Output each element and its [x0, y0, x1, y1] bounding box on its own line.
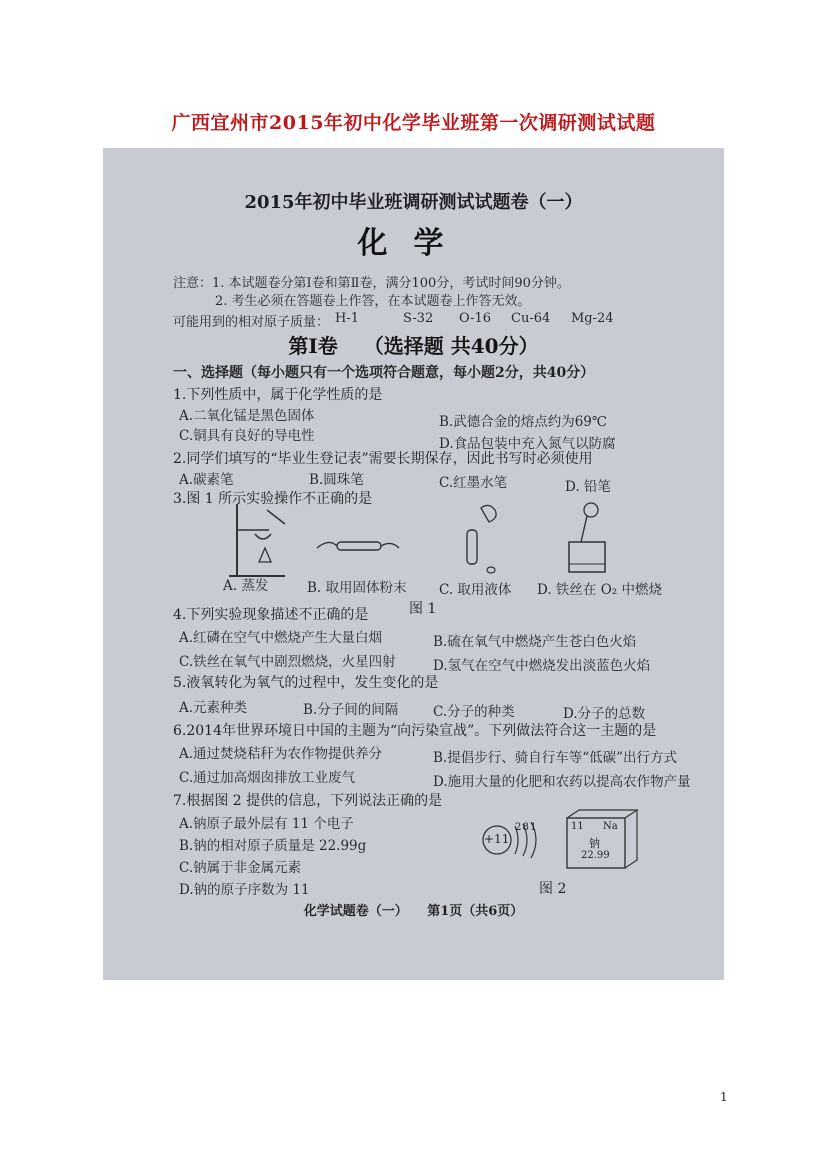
element-number: 11	[571, 821, 584, 832]
element-name: 钠	[589, 837, 600, 850]
atom-shell-label: 2 8 1	[515, 822, 536, 833]
exam-title: 2015年初中毕业班调研测试试题卷（一）	[244, 192, 583, 213]
exam-subject: 化学	[357, 226, 470, 261]
q7-option-b: B.钠的相对原子质量是 22.99g	[179, 838, 367, 854]
scanned-exam-photo	[103, 148, 724, 980]
q5-option-d: D.分子的总数	[563, 706, 646, 722]
note-1: 注意：1. 本试题卷分第Ⅰ卷和第Ⅱ卷，满分100分，考试时间90分钟。	[173, 276, 570, 291]
q6-stem: 6.2014年世界环境日中国的主题为“向污染宣战”。下列做法符合这一主题的是	[173, 723, 657, 739]
atomic-mass-o: O-16	[459, 311, 492, 326]
iron-wire-burning-illustration	[557, 496, 617, 576]
q7-option-d: D.钠的原子序数为 11	[179, 882, 310, 898]
q1-option-c: C.铜具有良好的导电性	[179, 428, 315, 444]
q4-stem: 4.下列实验现象描述不正确的是	[173, 607, 369, 623]
q6-option-d: D.施用大量的化肥和农药以提高农作物产量	[433, 774, 691, 790]
q3-option-a: A. 蒸发	[223, 578, 269, 594]
atomic-mass-s: S-32	[403, 311, 434, 326]
q7-stem: 7.根据图 2 提供的信息，下列说法正确的是	[173, 793, 443, 809]
q1-option-d: D.食品包装中充入氮气以防腐	[439, 436, 616, 452]
powder-test-tube-illustration	[311, 526, 401, 566]
evaporation-apparatus-illustration	[225, 500, 295, 580]
figure-1-caption: 图 1	[409, 601, 437, 617]
atom-nucleus-label: +11	[484, 832, 510, 846]
section-heading	[103, 330, 724, 359]
element-mass: 22.99	[581, 850, 610, 861]
sodium-element-card	[565, 808, 647, 872]
q1-stem: 1.下列性质中，属于化学性质的是	[173, 387, 383, 403]
q4-option-b: B.硫在氧气中燃烧产生苍白色火焰	[433, 634, 637, 650]
q4-option-c: C.铁丝在氧气中剧烈燃烧，火星四射	[179, 654, 396, 670]
q6-option-c: C.通过加高烟囱排放工业废气	[179, 770, 356, 786]
q2-option-a: A.碳素笔	[179, 472, 234, 488]
q1-option-a: A.二氧化锰是黑色固体	[179, 408, 315, 424]
q3-option-c: C. 取用液体	[439, 582, 512, 598]
q4-option-d: D.氢气在空气中燃烧发出淡蓝色火焰	[433, 658, 651, 674]
q2-option-c: C.红墨水笔	[439, 475, 508, 491]
q5-option-c: C.分子的种类	[433, 704, 515, 720]
document-title: 广西宜州市2015年初中化学毕业班第一次调研测试试题	[171, 112, 656, 134]
q7-option-a: A.钠原子最外层有 11 个电子	[179, 816, 354, 832]
q5-option-a: A.元素种类	[179, 700, 248, 716]
q2-option-b: B.圆珠笔	[309, 472, 364, 488]
part-heading: 一、选择题（每小题只有一个选项符合题意，每小题2分，共40分）	[173, 365, 595, 381]
q2-option-d: D. 铅笔	[565, 479, 611, 495]
page-number: 1	[720, 1090, 728, 1104]
q1-option-b: B.武德合金的熔点约为69℃	[439, 414, 607, 430]
element-symbol: Na	[603, 821, 618, 832]
q7-option-c: C.钠属于非金属元素	[179, 860, 302, 876]
liquid-pouring-illustration	[447, 500, 507, 580]
q3-option-d: D. 铁丝在 O₂ 中燃烧	[537, 582, 662, 598]
atomic-mass-mg: Mg-24	[571, 311, 614, 326]
atomic-mass-cu: Cu-64	[511, 311, 551, 326]
figure-1-illustrations	[203, 496, 663, 586]
atomic-mass-h: H-1	[335, 311, 360, 326]
q2-stem: 2.同学们填写的“毕业生登记表”需要长期保存，因此书写时必须使用	[173, 451, 593, 467]
section-title-b: （选择题 共40分）	[363, 334, 539, 358]
q3-stem: 3.图 1 所示实验操作不正确的是	[173, 491, 373, 507]
q5-option-b: B.分子间的间隔	[303, 702, 399, 718]
q6-option-b: B.提倡步行、骑自行车等“低碳”出行方式	[433, 750, 678, 766]
note-2: 2. 考生必须在答题卷上作答，在本试题卷上作答无效。	[215, 294, 531, 309]
q6-option-a: A.通过焚烧秸秆为农作物提供养分	[179, 746, 383, 762]
atomic-mass-label: 可能用到的相对原子质量：	[173, 315, 330, 330]
figure-2-caption: 图 2	[539, 881, 567, 897]
q3-option-b: B. 取用固体粉末	[307, 580, 407, 596]
sodium-atom-diagram	[481, 816, 551, 866]
section-title-a: 第Ⅰ卷	[288, 334, 338, 358]
exam-footer: 化学试题卷（一） 第1页（共6页）	[303, 904, 524, 919]
q5-stem: 5.液氧转化为氧气的过程中，发生变化的是	[173, 675, 439, 691]
q4-option-a: A.红磷在空气中燃烧产生大量白烟	[179, 630, 383, 646]
